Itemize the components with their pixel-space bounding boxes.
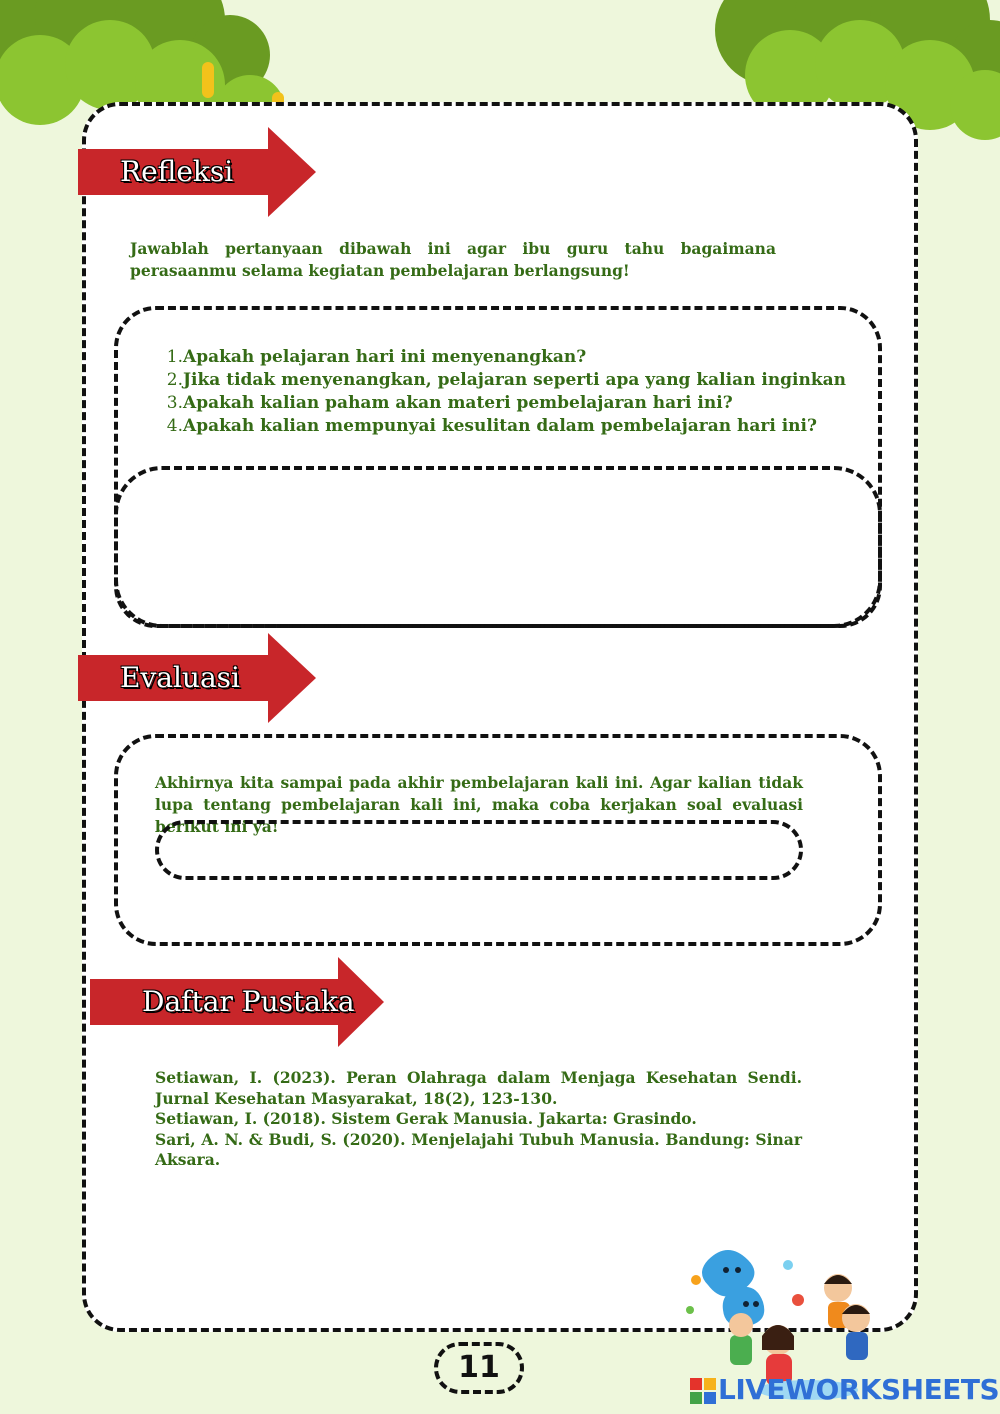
refleksi-intro: Jawablah pertanyaan dibawah ini agar ibu guru tahu bagaimana perasaanmu selama kegiatan pembelajaran berlangsung! (130, 239, 776, 280)
evaluasi-banner (78, 633, 316, 723)
question-item: 1.Apakah pelajaran hari ini menyenangkan? (166, 347, 587, 367)
evaluasi-intro: Akhirnya kita sampai pada akhir pembelajaran kali ini. Agar kalian tidak lupa tentang pembelajaran kali ini, maka coba kerjakan soal evaluasi berikut ini ya! (155, 773, 803, 836)
reference-item: Setiawan, I. (2023). Peran Olahraga dalam Menjaga Kesehatan Sendi. Jurnal Kesehatan Masyarakat, 18(2), 123-130. (155, 1068, 802, 1108)
evaluasi-title: Evaluasi (120, 661, 240, 694)
reference-item: Setiawan, I. (2018). Sistem Gerak Manusia. Jakarta: Grasindo. (155, 1109, 697, 1128)
liveworksheets-brand (690, 1372, 999, 1408)
brand-name: LIVEWORKSHEETS (718, 1373, 1000, 1406)
refleksi-title: Refleksi (120, 155, 234, 188)
question-item: 3.Apakah kalian paham akan materi pembelajaran hari ini? (166, 393, 733, 413)
question-item: 2.Jika tidak menyenangkan, pelajaran seperti apa yang kalian inginkan (166, 370, 847, 390)
refleksi-question-list (165, 346, 846, 438)
reference-list (155, 1068, 802, 1171)
refleksi-banner (78, 127, 316, 217)
page-number: 11 (434, 1342, 524, 1394)
liveworksheets-logo-icon (690, 1378, 716, 1404)
daftar-pustaka-title: Daftar Pustaka (142, 985, 355, 1018)
refleksi-answer-field[interactable] (114, 466, 882, 628)
reference-item: Sari, A. N. & Budi, S. (2020). Menjelajahi Tubuh Manusia. Bandung: Sinar Aksara. (155, 1129, 802, 1169)
evaluasi-link-field[interactable] (155, 820, 803, 880)
daftar-pustaka-banner (90, 957, 384, 1047)
question-item: 4.Apakah kalian mempunyai kesulitan dalam pembelajaran hari ini? (166, 416, 817, 436)
